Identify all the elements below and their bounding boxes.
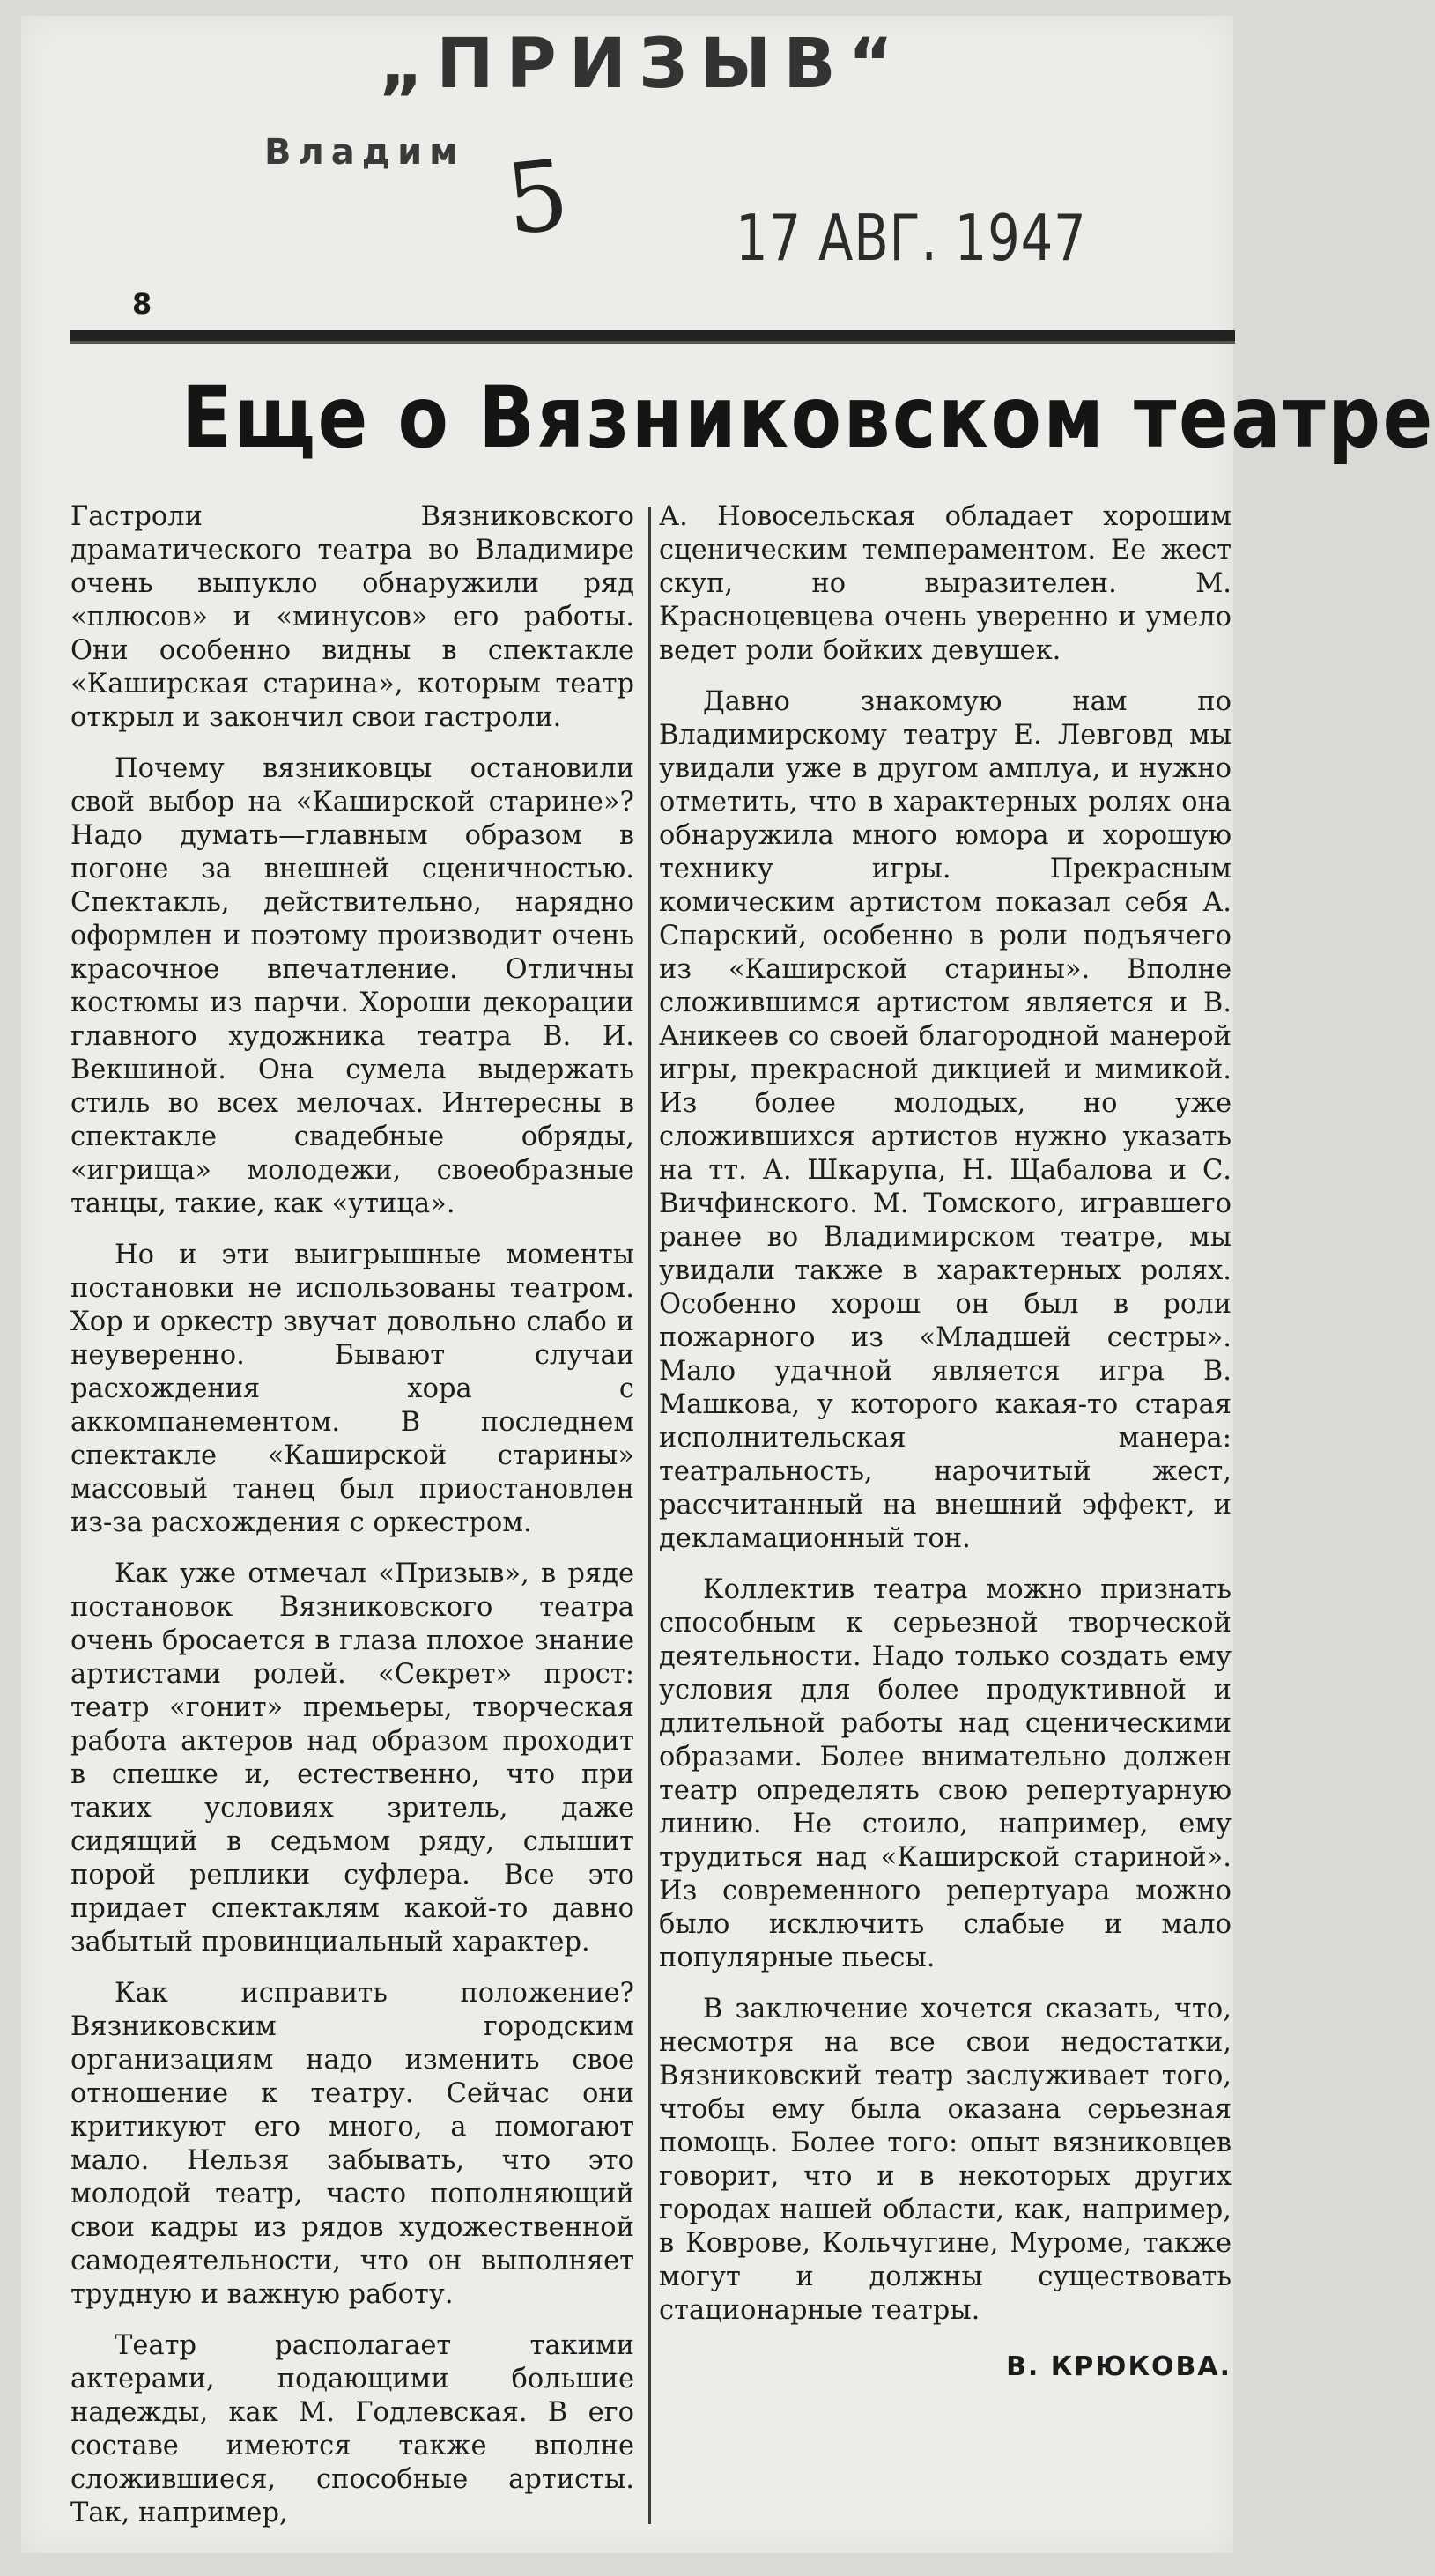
paragraph: Коллектив театра можно признать способным к серьезной творческой деятельности. Надо только создать ему условия для более продуктивной и длительной работы над сценическими образами. Более внимательно должен театр определять свою репертуарную линию. Не стоило, например, ему трудиться над «Каширской стариной». Из современного репертуара можно было исключить слабые и мало популярные пьесы. [659,1574,1232,1973]
author-signature: В. КРЮКОВА. [1006,2351,1232,2382]
paragraph: Но и эти выигрышные моменты постановки не использованы театром. Хор и оркестр звучат довольно слабо и неуверенно. Бывают случаи расхождения хора с аккомпанементом. В последнем спектакле «Каширской старины» массовый танец был приостановлен из-за расхождения с оркестром. [70,1240,634,1538]
paragraph: Как уже отмечал «Призыв», в ряде постановок Вязниковского театра очень бросается в глаза плохое знание артистами ролей. «Секрет» прост: театр «гонит» премьеры, творческая работа актеров над образом проходит в спешке и, естественно, что при таких условиях зритель, даже сидящий в седьмом ряду, слышит порой реплики суфлера. Все это придает спектаклям какой-то давно забытый провинциальный характер. [70,1558,634,1958]
paragraph: Гастроли Вязниковского драматического театра во Владимире очень выпукло обнаружили ряд «плюсов» и «минусов» его работы. Они особенно видны в спектакле «Каширская старина», которым театр открыл и закончил свои гастроли. [70,501,634,733]
paragraph: Почему вязниковцы остановили свой выбор на «Каширской старине»? Надо думать—главным образом в погоне за внешней сценичностью. Спектакль, действительно, нарядно оформлен и поэтому производит очень красочное впечатление. Отличны костюмы из парчи. Хороши декорации главного художника театра В. И. Векшиной. Она сумела выдержать стиль во всех мелочах. Интересны в спектакле свадебные обряды, «игрища» молодежи, своеобразные танцы, такие, как «утица». [70,753,634,1219]
paragraph: А. Новосельская обладает хорошим сценическим темпераментом. Ее жест скуп, но выразителен. М. Красноцевцева очень уверенно и умело ведет роли бойких девушек. [659,501,1232,666]
paragraph: Давно знакомую нам по Владимирскому театру Е. Левговд мы увидали уже в другом амплуа, и нужно отметить, что в характерных ролях она обнаружила много юмора и хорошую технику игры. Прекрасным комическим артистом показал себя А. Спарский, особенно в роли подъячего из «Каширской старины». Вполне сложившимся артистом является и В. Аникеев со своей благородной манерой игры, прекрасной дикцией и мимикой. Из более молодых, но уже сложившихся артистов нужно указать на тт. А. Шкарупа, Н. Щабалова и С. Вичфинского. М. Томского, игравшего ранее во Владимирском театре, мы увидали также в характерных ролях. Особенно хорош он был в роли пожарного из «Младшей сестры». Мало удачной является игра В. Машкова, у которого какая-то старая исполнительская манера: театральность, нарочитый жест, рассчитанный на внешний эффект, и декламационный тон. [659,686,1232,1554]
column-divider [648,507,651,2524]
header-rule [70,330,1235,344]
article-column-right [659,500,1232,2384]
paragraph: Театр располагает такими актерами, подающими большие надежды, как М. Годлевская. В его составе имеются также вполне сложившиеся, способные артисты. Так, например, [70,2330,634,2528]
stamp-city: Владим [264,132,465,173]
article-column-left [70,500,634,2548]
newspaper-masthead: „ПРИЗЫВ“ [379,25,906,104]
page-number: 8 [132,287,152,321]
paragraph: Как исправить положение? Вязниковским городским организациям надо изменить свое отношение к театру. Сейчас они критикуют его много, а помогают мало. Нельзя забывать, что это молодой театр, часто пополняющий свои кадры из рядов художественной самодеятельности, что он выполняет трудную и важную работу. [70,1978,634,2310]
article-headline: Еще о Вязниковском театре [181,368,1435,467]
paragraph: В заключение хочется сказать, что, несмотря на все свои недостатки, Вязниковский театр заслуживает того, чтобы ему была оказана серьезная помощь. Более того: опыт вязниковцев говорит, что и в некоторых других городах нашей области, как, например, в Коврове, Кольчугине, Муроме, также могут и должны существовать стационарные театры. [659,1994,1232,2326]
stamp-handwritten-number: 5 [500,137,574,257]
stamp-date: 17 АВГ. 1947 [736,201,1087,275]
